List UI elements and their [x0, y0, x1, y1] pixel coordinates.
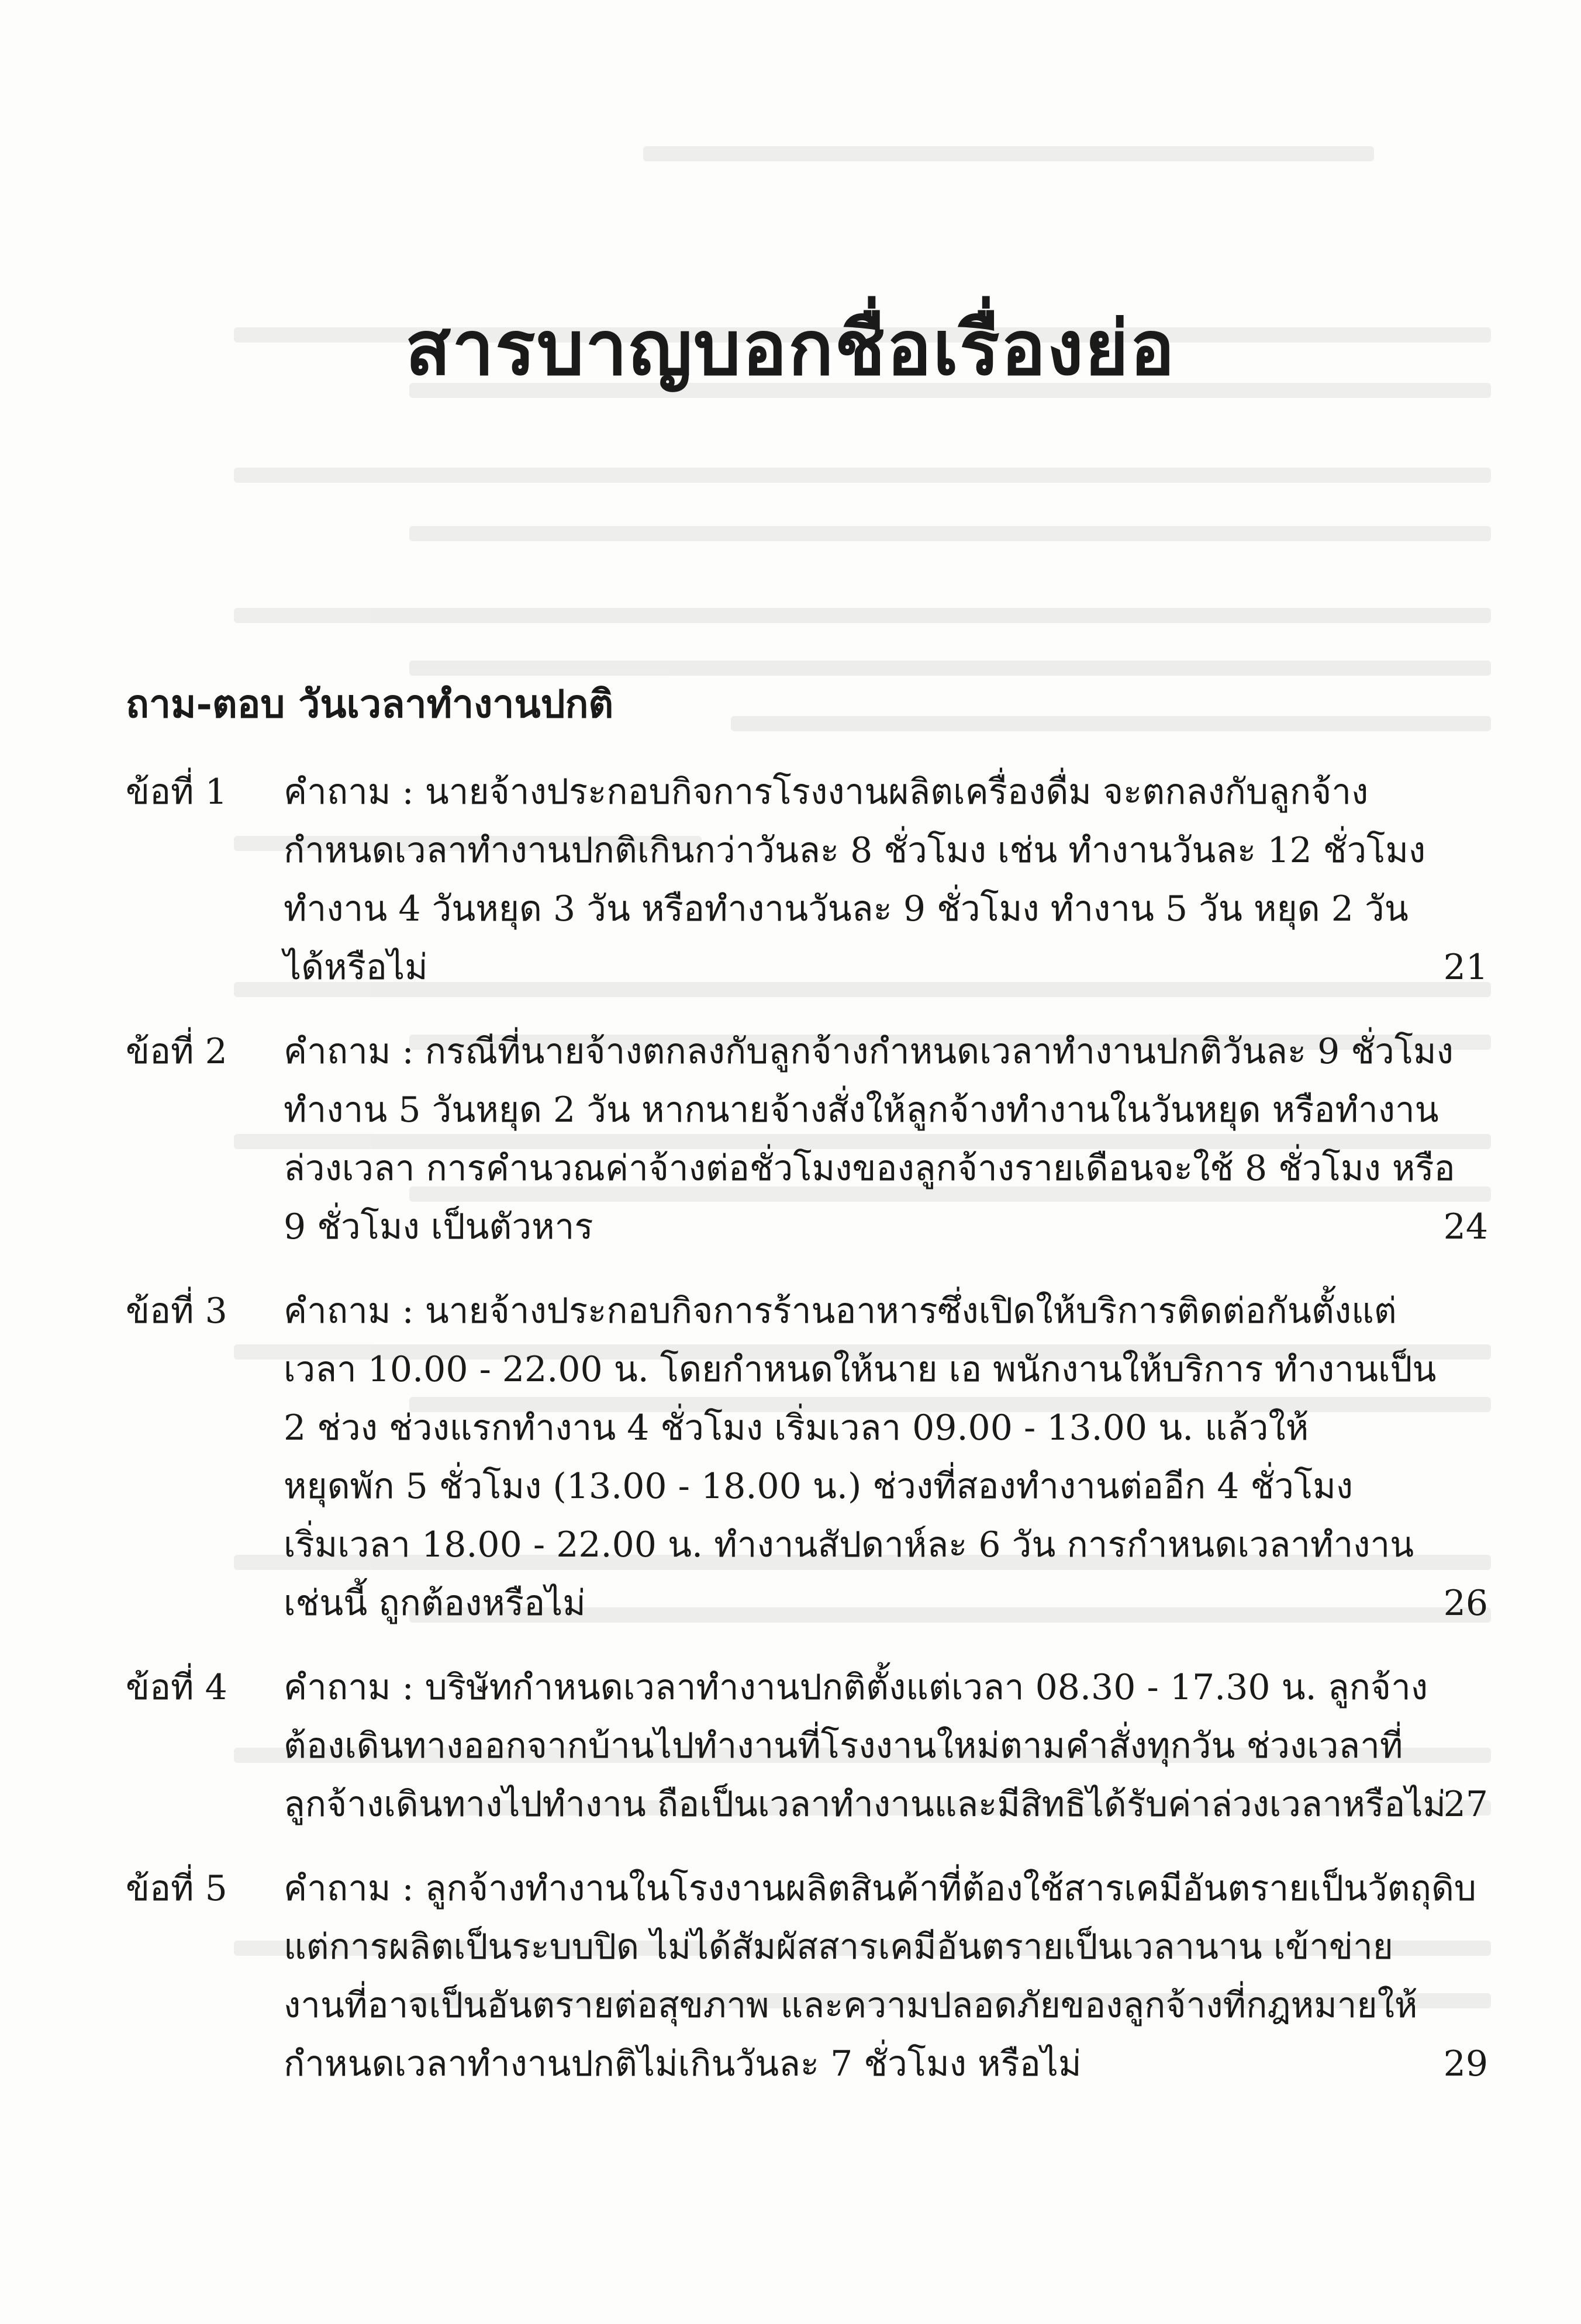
entry-line: แต่การผลิตเป็นระบบปิด ไม่ได้สัมผัสสารเคมีอันตรายเป็นเวลานาน เข้าข่าย [284, 1927, 1393, 1967]
entry-line: ต้องเดินทางออกจากบ้านไปทำงานที่โรงงานใหม่ตามคำสั่งทุกวัน ช่วงเวลาที่ [284, 1725, 1403, 1766]
entry-line: คำถาม : นายจ้างประกอบกิจการร้านอาหารซึ่งเปิดให้บริการติดต่อกันตั้งแต่ [284, 1291, 1397, 1332]
entry-question [284, 1658, 1446, 1834]
contents-entry [126, 1658, 1488, 1834]
entry-line: ล่วงเวลา การคำนวณค่าจ้างต่อชั่วโมงของลูกจ้างรายเดือนจะใช้ 8 ชั่วโมง หรือ [284, 1148, 1455, 1189]
entry-line: เริ่มเวลา 18.00 - 22.00 น. ทำงานสัปดาห์ละ 6 วัน การกำหนดเวลาทำงาน [284, 1524, 1414, 1565]
contents-entry [126, 1282, 1488, 1633]
entry-line: ทำงาน 4 วันหยุด 3 วัน หรือทำงานวันละ 9 ชั่วโมง ทำงาน 5 วัน หยุด 2 วัน [284, 888, 1409, 929]
entry-line: หยุดพัก 5 ชั่วโมง (13.00 - 18.00 น.) ช่วงที่สองทำงานต่ออีก 4 ชั่วโมง [284, 1466, 1354, 1507]
entry-question [284, 1282, 1437, 1633]
page-title: สารบาญบอกชื่อเรื่องย่อ [405, 305, 1176, 392]
entry-line: เช่นนี้ ถูกต้องหรือไม่ [284, 1583, 586, 1624]
entry-line: ทำงาน 5 วันหยุด 2 วัน หากนายจ้างสั่งให้ลูกจ้างทำงานในวันหยุด หรือทำงาน [284, 1090, 1439, 1130]
entry-line: เวลา 10.00 - 22.00 น. โดยกำหนดให้นาย เอ พนักงานให้บริการ ทำงานเป็น [284, 1349, 1437, 1390]
contents-entry [126, 763, 1488, 997]
entry-page-number: 24 [1443, 1206, 1488, 1247]
entry-label: ข้อที่ 5 [126, 1868, 227, 1909]
entry-page-number: 27 [1443, 1784, 1488, 1825]
contents-entry [126, 1022, 1488, 1256]
section-heading: ถาม-ตอบ วันเวลาทำงานปกติ [126, 681, 614, 727]
entry-page-number: 21 [1443, 947, 1488, 988]
entry-question [284, 1022, 1455, 1256]
entry-line: กำหนดเวลาทำงานปกติไม่เกินวันละ 7 ชั่วโมง หรือไม่ [284, 2043, 1082, 2084]
entry-label: ข้อที่ 1 [126, 772, 227, 812]
entry-line: ลูกจ้างเดินทางไปทำงาน ถือเป็นเวลาทำงานและมีสิทธิได้รับค่าล่วงเวลาหรือไม่ [284, 1784, 1446, 1825]
entry-line: งานที่อาจเป็นอันตรายต่อสุขภาพ และความปลอดภัยของลูกจ้างที่กฎหมายให้ [284, 1985, 1418, 2026]
entry-line: กำหนดเวลาทำงานปกติเกินกว่าวันละ 8 ชั่วโมง เช่น ทำงานวันละ 12 ชั่วโมง [284, 830, 1426, 871]
entry-line: คำถาม : กรณีที่นายจ้างตกลงกับลูกจ้างกำหนดเวลาทำงานปกติวันละ 9 ชั่วโมง [284, 1031, 1454, 1072]
entry-line: 9 ชั่วโมง เป็นตัวหาร [284, 1206, 593, 1247]
entry-line: คำถาม : บริษัทกำหนดเวลาทำงานปกติตั้งแต่เวลา 08.30 - 17.30 น. ลูกจ้าง [284, 1667, 1428, 1708]
entry-question [284, 763, 1426, 997]
entry-line: คำถาม : นายจ้างประกอบกิจการโรงงานผลิตเครื่องดื่ม จะตกลงกับลูกจ้าง [284, 772, 1369, 812]
entry-line: 2 ช่วง ช่วงแรกทำงาน 4 ชั่วโมง เริ่มเวลา 09.00 - 13.00 น. แล้วให้ [284, 1407, 1309, 1448]
entry-page-number: 26 [1443, 1583, 1488, 1624]
contents-list [126, 763, 1488, 2093]
entry-line: ได้หรือไม่ [284, 947, 428, 988]
entry-line: คำถาม : ลูกจ้างทำงานในโรงงานผลิตสินค้าที่ต้องใช้สารเคมีอันตรายเป็นวัตถุดิบ [284, 1868, 1476, 1909]
contents-entry [126, 1859, 1488, 2093]
entry-label: ข้อที่ 3 [126, 1291, 227, 1332]
entry-label: ข้อที่ 4 [126, 1667, 227, 1708]
entry-label: ข้อที่ 2 [126, 1031, 227, 1072]
entry-page-number: 29 [1443, 2043, 1488, 2084]
